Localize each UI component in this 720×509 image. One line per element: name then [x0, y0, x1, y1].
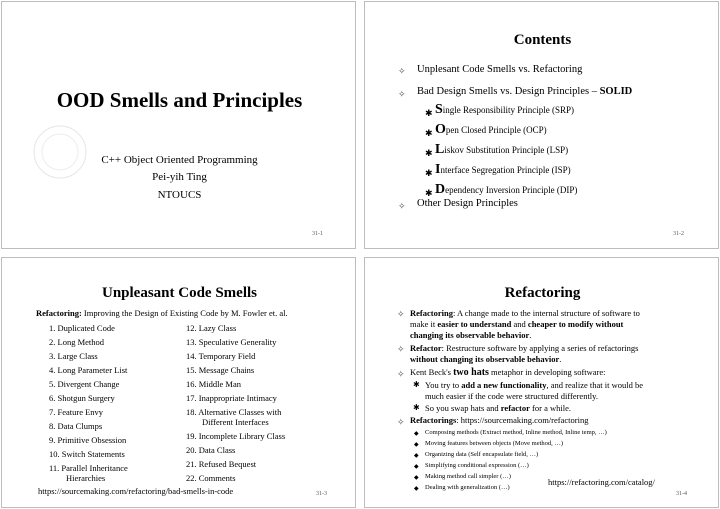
smell-item: 7. Feature Envy: [49, 407, 104, 417]
star-bullet-icon: ✱: [425, 188, 433, 198]
smell-item: 5. Divergent Change: [49, 379, 120, 389]
diamond-bullet-icon: ✧: [397, 417, 405, 427]
smell-item: 22. Comments: [186, 473, 236, 483]
organization: NTOUCS: [157, 189, 202, 201]
refactoring-category: Making method call simpler (…): [425, 473, 511, 480]
star-bullet-icon: ✱: [425, 168, 433, 178]
small-diamond-bullet-icon: ◆: [414, 453, 419, 459]
refactorings-link[interactable]: Refactorings: https://sourcemaking.com/refactoring: [410, 415, 589, 425]
smell-item: 16. Middle Man: [186, 379, 242, 389]
smell-item: 1. Duplicated Code: [49, 323, 115, 333]
smell-item: 4. Long Parameter List: [49, 365, 128, 375]
refactoring-definition-line3: changing its observable behavior.: [410, 330, 532, 340]
smell-item: 3. Large Class: [49, 351, 98, 361]
contents-item: Bad Design Smells vs. Design Principles – SOLID: [417, 86, 633, 97]
smell-item: 21. Refused Bequest: [186, 459, 257, 469]
smell-item: 6. Shotgun Surgery: [49, 393, 115, 403]
slide-2-title: Contents: [513, 32, 572, 48]
refactoring-definition: Refactoring: A change made to the internal structure of software to: [410, 308, 640, 318]
solid-item-isp: Interface Segregation Principle (ISP): [435, 162, 571, 177]
star-bullet-icon: ✱: [413, 380, 420, 389]
solid-item-ocp: Open Closed Principle (OCP): [435, 122, 547, 137]
smell-item: Different Interfaces: [202, 417, 269, 427]
smell-item: 12. Lazy Class: [186, 323, 237, 333]
diamond-bullet-icon: ✧: [397, 369, 405, 379]
diamond-bullet-icon: ✧: [398, 89, 406, 99]
solid-item-srp: Single Responsibility Principle (SRP): [435, 102, 575, 117]
author-name: Pei-yih Ting: [152, 171, 207, 183]
smell-item: 2. Long Method: [49, 337, 105, 347]
slide-4-title: Refactoring: [504, 285, 581, 301]
page-number: 31-2: [673, 231, 684, 237]
refactoring-definition-line2: make it easier to understand and cheaper to modify without: [410, 319, 624, 329]
two-hats-item: Kent Beck's two hats metaphor in developing software:: [410, 367, 606, 378]
slide-title: [1, 1, 356, 249]
smell-item: Hierarchies: [66, 473, 106, 483]
slide-refactoring: [364, 257, 719, 508]
refactoring-category: Composing methods (Extract method, Inline method, Inline temp, …): [425, 429, 607, 436]
hat-item-add-feature-line2: much easier if the code were structured differently.: [425, 391, 598, 401]
star-bullet-icon: ✱: [425, 108, 433, 118]
diamond-bullet-icon: ✧: [397, 344, 405, 354]
slide-code-smells: [1, 257, 356, 508]
star-bullet-icon: ✱: [425, 148, 433, 158]
hat-item-add-feature: You try to add a new functionality, and realize that it would be: [425, 380, 644, 390]
catalog-url-link[interactable]: https://refactoring.com/catalog/: [548, 477, 655, 487]
refactoring-category: Moving features between objects (Move method, …): [425, 440, 564, 447]
smell-item: 17. Inappropriate Intimacy: [186, 393, 277, 403]
smell-item: 15. Message Chains: [186, 365, 255, 375]
refactoring-category: Organizing data (Self encapsulate field, …): [425, 451, 539, 458]
smell-item: 11. Parallel Inheritance: [49, 463, 128, 473]
page-number: 31-3: [316, 491, 327, 497]
contents-item: Unplesant Code Smells vs. Refactoring: [417, 64, 583, 75]
star-bullet-icon: ✱: [413, 403, 420, 412]
refactoring-category: Dealing with generalization (…): [425, 484, 510, 491]
refactoring-category: Simplifying conditional expression (…): [425, 462, 529, 469]
hat-item-refactor: So you swap hats and refactor for a while.: [425, 403, 571, 413]
slide-contents: [364, 1, 719, 249]
small-diamond-bullet-icon: ◆: [414, 442, 419, 448]
small-diamond-bullet-icon: ◆: [414, 431, 419, 437]
star-bullet-icon: ✱: [425, 128, 433, 138]
smell-item: 18. Alternative Classes with: [186, 407, 282, 417]
refactor-definition-line2: without changing its observable behavior.: [410, 354, 562, 364]
page-number: 31-4: [676, 491, 687, 497]
smell-item: 13. Speculative Generality: [186, 337, 277, 347]
diamond-bullet-icon: ✧: [398, 201, 406, 211]
smell-item: 19. Incomplete Library Class: [186, 431, 286, 441]
diamond-bullet-icon: ✧: [397, 309, 405, 319]
smell-item: 9. Primitive Obsession: [49, 435, 127, 445]
smell-item: 10. Switch Statements: [49, 449, 125, 459]
contents-item: Other Design Principles: [417, 198, 518, 209]
diamond-bullet-icon: ✧: [398, 66, 406, 76]
course-name: C++ Object Oriented Programming: [101, 154, 258, 166]
solid-item-lsp: Liskov Substitution Principle (LSP): [435, 142, 569, 157]
solid-item-dip: Dependency Inversion Principle (DIP): [435, 182, 578, 197]
small-diamond-bullet-icon: ◆: [414, 475, 419, 481]
slide-1-title: OOD Smells and Principles: [56, 88, 303, 112]
smell-item: 14. Temporary Field: [186, 351, 256, 361]
small-diamond-bullet-icon: ◆: [414, 464, 419, 470]
slide-3-title: Unpleasant Code Smells: [101, 285, 258, 301]
book-reference: Refactoring: Improving the Design of Existing Code by M. Fowler et. al.: [36, 308, 288, 318]
smells-url-link[interactable]: https://sourcemaking.com/refactoring/bad-smells-in-code: [38, 486, 234, 496]
refactor-definition: Refactor: Restructure software by applying a series of refactorings: [410, 343, 639, 353]
page-number: 31-1: [312, 231, 323, 237]
smell-item: 8. Data Clumps: [49, 421, 103, 431]
smell-item: 20. Data Class: [186, 445, 236, 455]
small-diamond-bullet-icon: ◆: [414, 486, 419, 492]
